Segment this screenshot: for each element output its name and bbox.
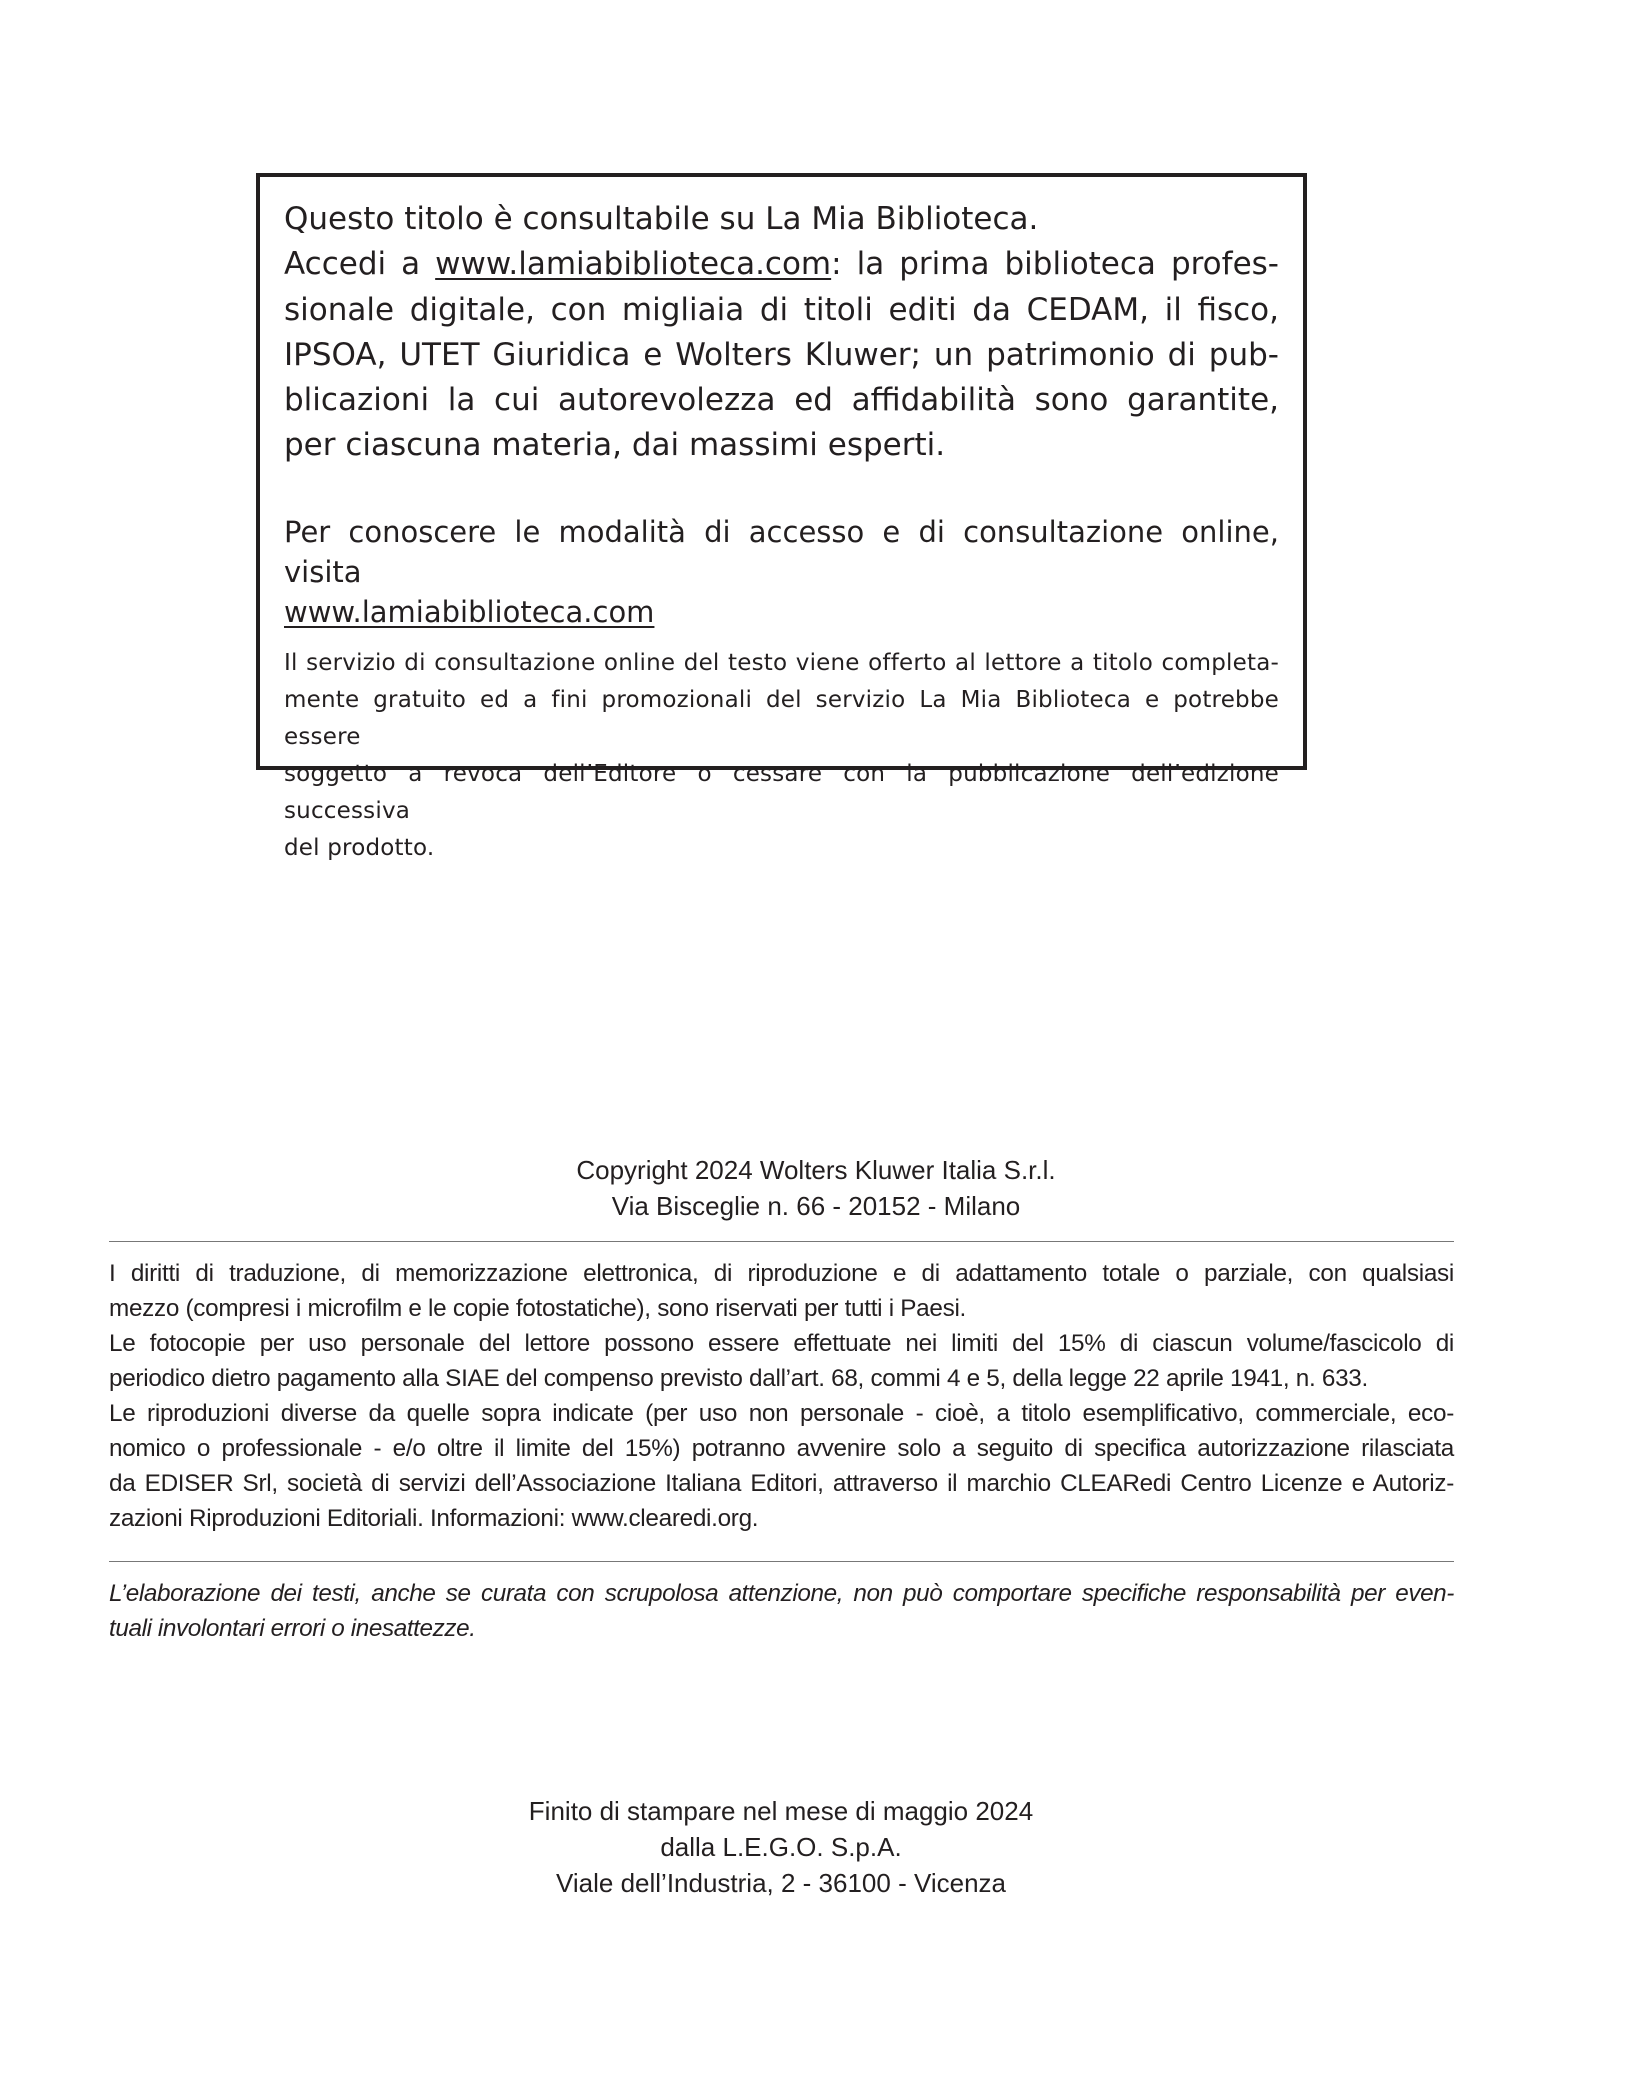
printer-colophon [0,1793,1562,1901]
rights-line: nomico o professionale - e/o oltre il limite del 15%) potranno avvenire solo a seguito di specifica autorizzazione rilasciata [109,1435,1454,1462]
rights-line: mezzo (compresi i microfilm e le copie fotostatiche), sono riservati per tutti i Paesi. [109,1295,967,1322]
divider-bottom [109,1561,1454,1562]
print-date: Finito di stampare nel mese di maggio 2024 [528,1796,1034,1826]
notice-line: sionale digitale, con migliaia di titoli editi da CEDAM, il fisco, [284,291,1279,328]
terms-line: Il servizio di consultazione online del testo viene offerto al lettore a titolo completa- [284,649,1279,676]
lamiabiblioteca-link[interactable]: www.lamiabiblioteca.com [435,246,832,283]
rights-notice [109,1256,1454,1536]
rights-line: Le riproduzioni diverse da quelle sopra indicate (per uso non personale - cioè, a titolo esemplificativo, commerciale, eco- [109,1400,1454,1427]
terms-line: mente gratuito ed a fini promozionali del servizio La Mia Biblioteca e potrebbe essere [284,686,1279,750]
copyright-line: Copyright 2024 Wolters Kluwer Italia S.r.l. [576,1155,1056,1185]
printer-address: Viale dell’Industria, 2 - 36100 - Vicenza [556,1868,1006,1898]
rights-line: I diritti di traduzione, di memorizzazione elettronica, di riproduzione e di adattamento totale o parziale, con qualsiasi [109,1260,1454,1287]
la-mia-biblioteca-notice-box [256,173,1307,861]
disclaimer-line: tuali involontari errori o inesattezze. [109,1615,476,1642]
notice-line: per ciascuna materia, dai massimi esperti. [284,427,946,464]
notice-line: blicazioni la cui autorevolezza ed affidabilità sono garantite, [284,382,1279,419]
printer-name: dalla L.E.G.O. S.p.A. [660,1832,902,1862]
publisher-address: Via Bisceglie n. 66 - 20152 - Milano [611,1191,1021,1221]
visit-line: Per conoscere le modalità di accesso e di consultazione online, visita [284,514,1279,589]
copyright-block [0,1152,1632,1224]
notice-text: Accedi a [284,246,436,283]
rights-line: periodico dietro pagamento alla SIAE del compenso previsto dall’art. 68, commi 4 e 5, della legge 22 aprile 1941, n. 633. [109,1365,1368,1392]
rights-line: da EDISER Srl, società di servizi dell’Associazione Italiana Editori, attraverso il marchio CLEARedi Centro Licenze e Autoriz- [109,1470,1454,1497]
lamiabiblioteca-visit-link[interactable]: www.lamiabiblioteca.com [284,594,655,629]
notice-main-text [284,197,1279,469]
notice-line: Questo titolo è consultabile su La Mia Biblioteca. [284,201,1039,237]
rights-line: zazioni Riproduzioni Editoriali. Informazioni: www.clearedi.org. [109,1505,759,1532]
liability-disclaimer [109,1576,1454,1646]
rights-line: Le fotocopie per uso personale del lettore possono essere effettuate nei limiti del 15% di ciascun volume/fascicolo di [109,1330,1454,1357]
divider-top [109,1241,1454,1242]
terms-line: del prodotto. [284,834,435,861]
notice-text: : la prima biblioteca profes- [831,246,1279,283]
notice-visit-text [284,512,1279,632]
notice-line [284,242,1279,287]
terms-line: soggetto a revoca dell’Editore o cessare con la pubblicazione dell’edizione successiva [284,760,1279,824]
notice-terms-text [284,645,1279,867]
notice-line: IPSOA, UTET Giuridica e Wolters Kluwer; un patrimonio di pub- [284,336,1279,373]
disclaimer-line: L’elaborazione dei testi, anche se curata con scrupolosa attenzione, non può comportare specifiche responsabilità per even- [109,1580,1454,1607]
